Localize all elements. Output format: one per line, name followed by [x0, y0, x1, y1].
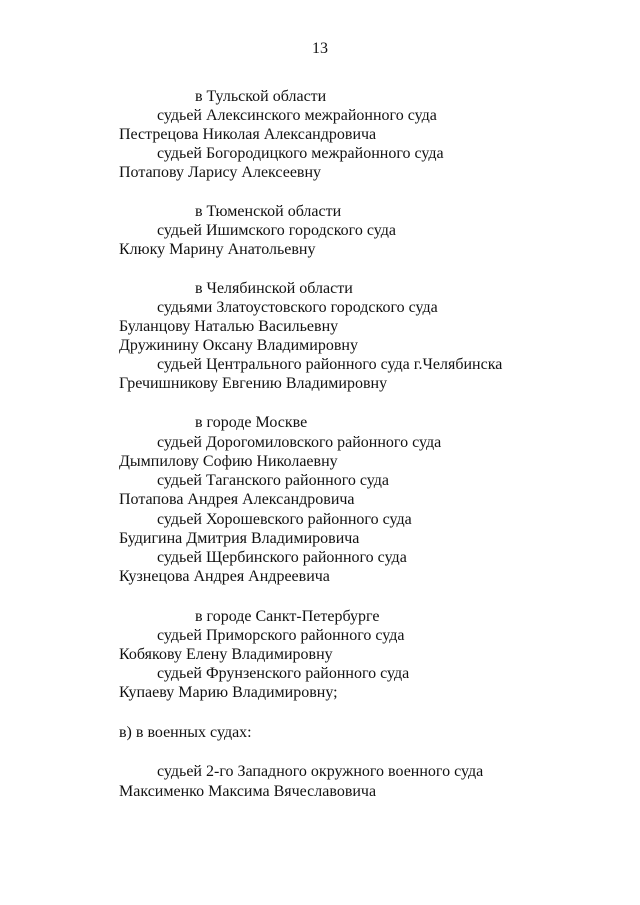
judge-name: Кузнецова Андрея Андреевича [119, 568, 330, 585]
court-line: судьей Щербинского районного суда [157, 549, 407, 566]
judge-name: Купаеву Марию Владимировну; [119, 684, 338, 701]
court-line: судьей Таганского районного суда [157, 472, 389, 489]
court-line: судьей Дорогомиловского районного суда [157, 434, 442, 451]
judge-name: Клюку Марину Анатольевну [119, 241, 316, 258]
judge-name: Буланцову Наталью Васильевну [119, 318, 339, 335]
court-line: судьей Алексинского межрайонного суда [157, 107, 437, 124]
region-heading: в городе Санкт-Петербурге [195, 608, 380, 625]
page-number: 13 [312, 40, 328, 57]
region-heading: в Челябинской области [195, 280, 353, 297]
region-heading: в городе Москве [195, 414, 308, 431]
court-line: судьей Ишимского городского суда [157, 222, 396, 239]
section-label: в) в военных судах: [119, 724, 252, 741]
court-line: судьей Фрунзенского районного суда [157, 665, 410, 682]
judge-name: Дымпилову Софию Николаевну [119, 453, 338, 470]
judge-name: Будигина Дмитрия Владимировича [119, 530, 360, 547]
court-line: судьями Златоустовского городского суда [157, 299, 438, 316]
court-line: судьей Центрального районного суда г.Челябинска [157, 356, 503, 373]
judge-name: Дружинину Оксану Владимировну [119, 337, 358, 354]
judge-name: Максименко Максима Вячеславовича [119, 783, 377, 800]
court-line: судьей Хорошевского районного суда [157, 511, 412, 528]
court-line: судьей Приморского районного суда [157, 627, 405, 644]
judge-name: Потапова Андрея Александровича [119, 491, 355, 508]
judge-name: Кобякову Елену Владимировну [119, 646, 333, 663]
region-heading: в Тульской области [195, 88, 327, 105]
judge-name: Потапову Ларису Алексеевну [119, 164, 322, 181]
judge-name: Гречишникову Евгению Владимировну [119, 375, 388, 392]
judge-name: Пестрецова Николая Александровича [119, 126, 377, 143]
court-line: судьей Богородицкого межрайонного суда [157, 145, 444, 162]
court-line: судьей 2-го Западного окружного военного суда [157, 763, 484, 780]
region-heading: в Тюменской области [195, 203, 342, 220]
